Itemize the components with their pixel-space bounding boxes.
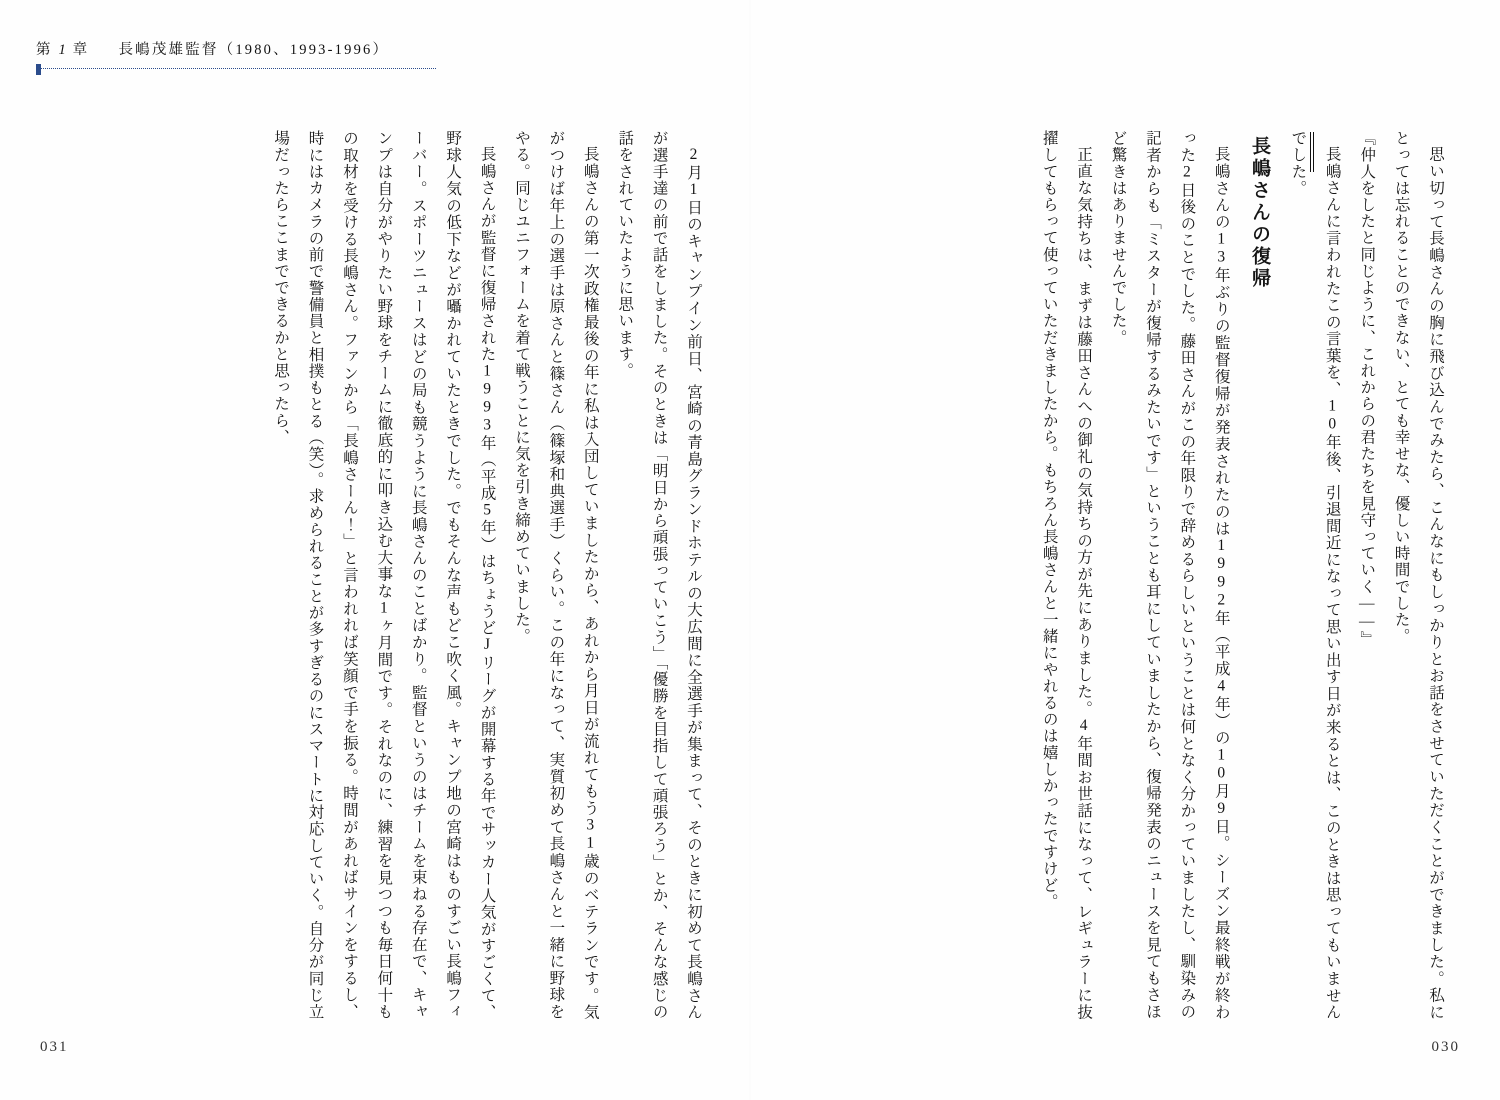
- paragraph: 長嶋さんに言われたこの言葉を、10年後、引退間近になって思い出す日が来るとは、このときは思ってもいませんでした。: [1289, 130, 1341, 1020]
- paragraph: 長嶋さんの第一次政権最後の年に私は入団していましたから、あれから月日が流れてもう31歳のベテランです。気がつけば年上の選手は原さんと篠さん（篠塚和典選手）くらい。この年になって、実質初めて長嶋さんと一緒に野球をやる。同じユニフォームを着て戦うことに気を引き締めていました。: [512, 130, 599, 1020]
- paragraph: 思い切って長嶋さんの胸に飛び込んでみたら、こんなにもしっかりとお話をさせていただくことができました。私にとっては忘れることのできない、とても幸せな、優しい時間でした。: [1392, 130, 1444, 1020]
- paragraph: 長嶋さんの13年ぶりの監督復帰が発表されたのは1992年（平成4年）の10月9日。シーズン最終戦が終わった2日後のことでした。藤田さんがこの年限りで辞めるらしいということは何となく分かっていましたし、馴染みの記者からも「ミスターが復帰するみたいです」ということも耳にしていましたから、復帰発表のニュースを見てもさほど驚きはありませんでした。: [1109, 130, 1230, 1020]
- running-head-chapter-unit: 章: [72, 42, 90, 58]
- running-head-chapter-label: 第: [36, 42, 53, 58]
- running-head-text: [36, 38, 456, 59]
- running-head-chapter-title: 長嶋茂雄監督（1980、1993-1996）: [118, 42, 390, 58]
- folio-right: 030: [1431, 1039, 1460, 1055]
- section-heading-text: 長嶋さんの復帰: [1248, 136, 1270, 290]
- paragraph: 長嶋さんが監督に復帰された1993年（平成5年）はちょうどJリーグが開幕する年でサッカー人気がすごくて、野球人気の低下などが囁かれていたときでした。でもそんな声もどこ吹く風。キャンプ地の宮崎はものすごい長嶋フィーバー。スポーツニュースはどの局も競うように長嶋さんのことばかり。監督というのはチームを束ねる存在で、キャンプは自分がやりたい野球をチームに徹底的に叩き込む大事な1ヶ月間です。それなのに、練習を見つつも毎日何十もの取材を受ける長嶋さん。ファンから「長嶋さーん！」と言われれば笑顔で手を振る。時間があればサインをするし、時にはカメラの前で警備員と相撲もとる（笑）。求められることが多すぎるのにスマートに対応していく。自分が同じ立場だったらここまでできるかと思ったら、: [272, 130, 496, 1020]
- paragraph-quote: 『仲人をしたと同じように、これからの君たちを見守っていく――』: [1358, 130, 1376, 648]
- right-page-body: [840, 130, 1452, 1020]
- paragraph: 正直な気持ちは、まずは藤田さんへの御礼の気持ちの方が先にありました。4年間お世話になって、レギュラーに抜擢してもらって使っていただきましたから。もちろん長嶋さんと一緒にやれるのは嬉しかったですけど。: [1040, 130, 1093, 1020]
- page-right: [750, 0, 1500, 1100]
- folio-left: 031: [40, 1039, 69, 1055]
- section-heading-rule: [1310, 132, 1314, 172]
- paragraph: 2月1日のキャンプイン前日、宮崎の青島グランドホテルの大広間に全選手が集まって、そのときに初めて長嶋さんが選手達の前で話をしました。そのときは「明日から頑張っていこう」「優勝を目指して頑張ろう」とか、そんな感じの話をされていたように思います。: [616, 130, 702, 1020]
- running-head: [36, 38, 456, 78]
- section-heading: [1238, 130, 1280, 1020]
- running-head-dotted-rule: [36, 68, 436, 72]
- running-head-chapter-number: 1: [58, 42, 67, 58]
- left-page-body: [78, 130, 710, 1020]
